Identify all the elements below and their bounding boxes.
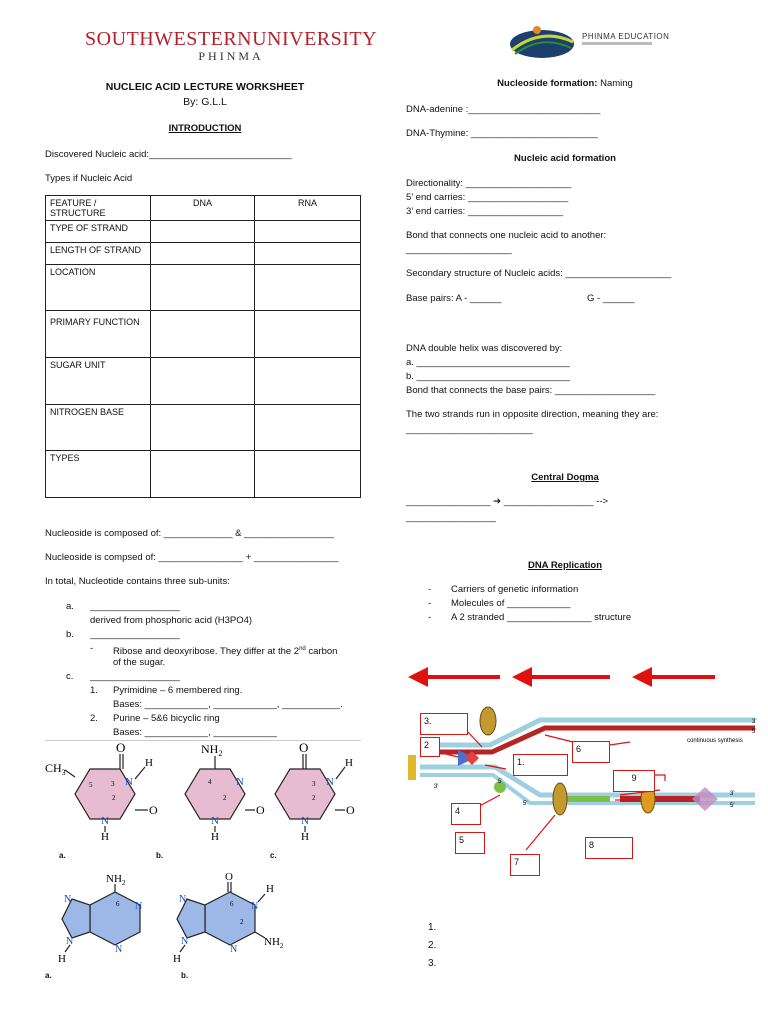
table-cell[interactable] [255,405,361,451]
bullet-dash: - [428,612,432,623]
bullet-dash: - [428,598,432,609]
svg-text:3': 3' [752,719,757,725]
svg-text:N: N [230,944,238,955]
divider [45,740,361,741]
item-b-label: b. [66,629,74,640]
nucleoside-composed-2: Nucleoside is compsed of: ________________ + ________________ [45,552,339,563]
university-subname: PHINMA [198,49,264,63]
uracil-structure [275,742,355,842]
svg-text:5: 5 [89,781,93,789]
item-b-desc-text-2: carbon [305,646,338,658]
svg-text:5': 5' [752,729,757,735]
item-a-blank: _________________ [90,601,180,612]
university-name: SOUTHWESTERNUNIVERSITY [85,28,378,50]
table-cell[interactable] [255,221,361,243]
pyrimidine-label-b: b. [156,851,164,860]
table-cell[interactable] [151,311,255,358]
purine-number: 2. [90,713,98,724]
types-of-nucleic-acid-label: Types if Nucleic Acid [45,173,133,184]
answer-3[interactable]: 3. [428,958,437,969]
bond-base-pairs: Bond that connects the base pairs: ___________________ [406,385,656,396]
left-arrow-icon [512,667,532,687]
pyrimidine-text: Pyrimidine – 6 membered ring. [113,685,243,696]
table-cell[interactable] [151,221,255,243]
table-cell[interactable] [151,405,255,451]
table-row-label: SUGAR UNIT [46,358,151,405]
svg-text:NH2: $NH_2$ [264,936,284,950]
list-item: Carriers of genetic information [451,584,579,595]
svg-text:2: 2 [112,794,116,802]
guanine-structure [173,872,284,965]
table-cell[interactable] [255,358,361,405]
diagram-label-box[interactable]: 2 [420,737,440,757]
item-b-sup: nd [299,646,306,652]
svg-text:H: H [266,883,274,895]
partner-logo-tagline [582,42,652,45]
worksheet-title: NUCLEIC ACID LECTURE WORKSHEET [105,81,305,93]
svg-text:H: H [145,757,153,769]
svg-text:5': 5' [730,803,735,809]
svg-text:N: N [125,776,133,788]
purine-structures [40,872,320,967]
diagram-label-box[interactable]: 7 [510,854,540,876]
svg-text:3': 3' [434,784,439,790]
svg-text:N: N [115,944,123,955]
item-a-label: a. [66,601,74,612]
svg-text:NH2: $NH_2$ [106,873,126,887]
nucleoside-composed-1: Nucleoside is composed of: _____________ & _________________ [45,528,334,539]
left-arrow-icon [408,667,428,687]
list-item: A 2 stranded ________________ structure [451,612,632,623]
svg-text:NH2: $NH_2$ [201,742,223,758]
pyrimidine-number: 1. [90,685,98,696]
base-pairs-g: G - ______ [587,293,635,304]
svg-text:O: O [149,803,158,817]
svg-text:O: O [256,803,265,817]
bond-connects-blank: ____________________ [406,244,512,255]
item-b-blank: _________________ [90,629,180,640]
svg-text:3: 3 [312,780,316,788]
table-cell[interactable] [151,243,255,265]
svg-text:3: 3 [111,780,115,788]
diagram-label-box[interactable]: 6 [572,741,610,763]
answer-1[interactable]: 1. [428,922,437,933]
introduction-heading: INTRODUCTION [168,123,242,134]
bullet-dash: - [428,584,432,595]
table-cell[interactable] [151,265,255,311]
pyrimidine-bases: Bases: ____________, ____________, ___________. [113,699,343,710]
table-row-label: LOCATION [46,265,151,311]
diagram-label-box[interactable]: 9 [613,770,655,792]
item-c-label: c. [66,671,74,682]
table-cell[interactable] [255,265,361,311]
thymine-structure [45,742,158,842]
discovered-nucleic-acid: Discovered Nucleic acid:___________________________ [45,149,292,160]
svg-text:5': 5' [498,779,503,785]
svg-text:H: H [301,831,309,842]
svg-text:N: N [326,776,334,788]
svg-text:O: O [116,742,126,755]
central-dogma-line-2: _________________ [406,512,496,523]
base-pairs-a: Base pairs: A - ______ [406,293,502,304]
svg-text:6: 6 [230,900,234,908]
helix-discoverer-b: b. _____________________________ [406,371,570,382]
five-prime-end: 5’ end carries: ___________________ [406,192,569,203]
purine-bases: Bases: ____________, ____________ [113,727,277,738]
table-cell[interactable] [151,451,255,498]
svg-text:N: N [211,815,219,827]
university-logo [85,28,377,64]
item-b-dash: - [90,643,94,654]
worksheet-byline: By: G.L.L [183,96,227,108]
svg-text:H: H [58,953,66,965]
svg-text:H: H [211,831,219,842]
left-arrow-icon [632,667,652,687]
directionality: Directionality: ____________________ [406,178,572,189]
partner-logo-text: PHINMA EDUCATION [582,32,670,41]
nucleoside-formation-bold: Nucleoside formation: [497,78,598,89]
svg-text:2: 2 [223,794,227,802]
dna-rna-comparison-table [45,195,361,498]
purine-label-a: a. [45,971,52,980]
bond-connects-nucleic-acids: Bond that connects one nucleic acid to another: [406,230,607,241]
purine-text: Purine – 5&6 bicyclic ring [113,713,220,724]
strands-opposite: The two strands run in opposite direction, meaning they are: [406,409,659,420]
svg-text:H: H [101,831,109,842]
strands-opposite-blank: ________________________ [406,424,533,435]
svg-text:2: 2 [240,918,244,926]
phinma-education-logo-icon [507,22,577,62]
dna-thymine: DNA-Thymine: ________________________ [406,128,598,139]
cytosine-structure [185,742,265,842]
item-b-desc-text: Ribose and deoxyribose. They differ at the 2 [113,646,300,658]
table-row-label: LENGTH OF STRAND [46,243,151,265]
diagram-label-box[interactable]: 5 [455,832,485,854]
svg-text:5': 5' [523,801,528,807]
pyrimidine-label-c: c. [270,851,277,860]
svg-text:O: O [299,742,309,755]
svg-text:N: N [179,894,187,905]
svg-text:CH3: $CH_3$ [45,761,66,777]
purine-label-b: b. [181,971,189,980]
central-dogma-line-1: ________________ ➔ _________________ --> [406,496,609,507]
diagram-label-box[interactable]: 4 [451,803,481,825]
nucleoside-formation-heading [405,78,725,90]
svg-text:N: N [301,815,309,827]
central-dogma-heading: Central Dogma [531,472,599,483]
diagram-label-box[interactable]: 8 [585,837,633,859]
svg-text:N: N [251,901,259,912]
secondary-structure: Secondary structure of Nucleic acids: ____________________ [406,268,672,279]
svg-text:N: N [101,815,109,827]
svg-text:N: N [135,901,143,912]
pyrimidine-label-a: a. [59,851,66,860]
diagram-label-box[interactable]: 3. [420,713,468,735]
nucleotide-subunits: In total, Nucleotide contains three sub-units: [45,576,230,587]
item-b-description [113,643,337,658]
svg-text:O: O [225,872,233,883]
table-cell[interactable] [151,358,255,405]
dna-replication-heading: DNA Replication [527,560,603,571]
helix-discovered: DNA double helix was discovered by: [406,343,563,354]
svg-text:H: H [345,757,353,769]
pyrimidine-structures [40,742,370,842]
list-item: Molecules of ____________ [451,598,571,609]
svg-text:N: N [66,936,74,947]
table-header-feature: FEATURE / STRUCTURE [46,196,151,221]
continuous-synthesis-label: continuous synthesis [687,738,743,744]
table-row-label: TYPES [46,451,151,498]
table-cell[interactable] [255,243,361,265]
three-prime-end: 3’ end carries: __________________ [406,206,564,217]
table-row-label: PRIMARY FUNCTION [46,311,151,358]
svg-text:4: 4 [208,778,212,786]
nucleoside-formation-rest: Naming [597,78,633,89]
table-row-label: TYPE OF STRAND [46,221,151,243]
diagram-label-box[interactable]: 1. [513,754,568,776]
item-b-description-cont: of the sugar. [113,657,166,668]
svg-text:N: N [236,776,244,788]
svg-text:N: N [181,936,189,947]
table-cell[interactable] [255,311,361,358]
svg-text:O: O [346,803,355,817]
answer-2[interactable]: 2. [428,940,437,951]
helix-discoverer-a: a. _____________________________ [406,357,570,368]
svg-text:6: 6 [116,900,120,908]
table-cell[interactable] [255,451,361,498]
table-header-dna: DNA [151,196,255,221]
dna-adenine: DNA-adenine :_________________________ [406,104,601,115]
table-row-label: NITROGEN BASE [46,405,151,451]
svg-text:H: H [173,953,181,965]
svg-text:N: N [64,894,72,905]
item-a-description: derived from phosphoric acid (H3PO4) [90,615,253,626]
svg-text:2: 2 [312,794,316,802]
table-header-rna: RNA [255,196,361,221]
nucleic-acid-formation-heading: Nucleic acid formation [514,153,616,164]
direction-arrows [408,667,715,687]
item-c-blank: _________________ [90,671,180,682]
adenine-structure [58,873,142,965]
svg-text:3': 3' [730,791,735,797]
